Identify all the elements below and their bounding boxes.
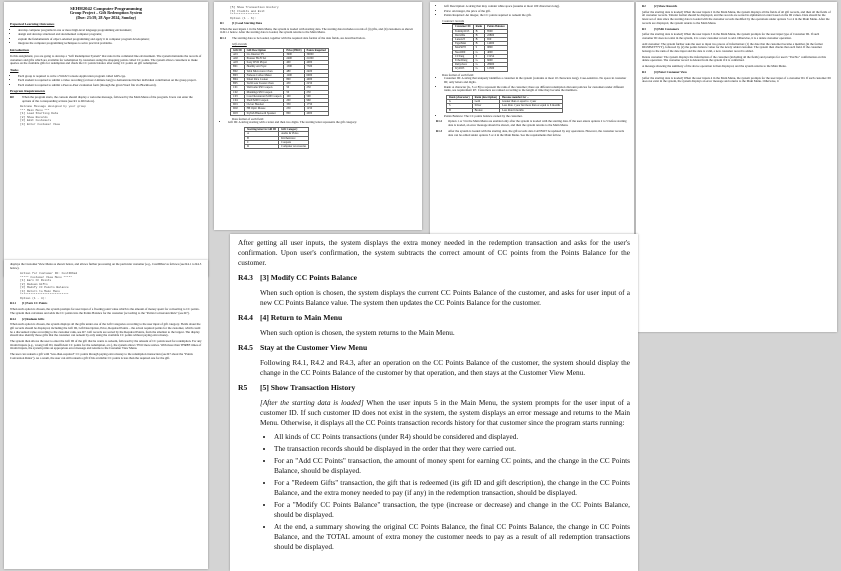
table-cell: G	[473, 50, 485, 54]
list-item: • integrate the computer programming techniques to solve practical problems.	[18, 42, 202, 46]
table-cell: 250	[304, 90, 328, 94]
table-cell: 50	[284, 90, 304, 94]
table-cell: 12500	[485, 67, 508, 71]
req-r1-text: When the user inputs 1 in the Main Menu, the system is loaded with starting data. The starting data includes records of (i) gifts, and (ii) customers as shown in R1.1 below. After the starting data is loaded, the system returns to the Main Menu.	[220, 26, 414, 35]
page-3	[214, 2, 422, 230]
requirements-heading: Program Requirements	[10, 89, 46, 94]
table-cell: 400	[284, 61, 304, 65]
req-r1-heading: R1 [1] Load Starting Data	[220, 21, 262, 25]
table-cell: 7500	[304, 65, 328, 69]
customer-format-list	[436, 77, 628, 93]
table-cell: 4000	[304, 77, 328, 81]
req-r3-text-d: A message showing the summary of the above operation is then displayed, and the system returns to the Main Menu.	[642, 64, 787, 69]
list-item: • Rank: A character (G, S or B) to represent the rank of the customer; there are different redemption discount policies for customers under different ranks, see requirement R7. Customers are ranked according to the length of time they become the members.	[444, 86, 628, 93]
table-cell: LG Internet TV	[244, 52, 284, 56]
req-r45-heading: R4.5 Stay at the Customer View Menu	[238, 343, 368, 352]
table-cell: C04	[231, 98, 245, 102]
req-r13: R1.3 After the system is loaded with the starting data, the gift records data CANNOT be updated by any operations. However, the customer records data can be edited under options 3 or 4 in the Main Menu. See the requirements that follow.	[436, 128, 625, 137]
table-header-cell: Points Balance	[485, 25, 508, 29]
table-header-cell: Gift Category	[279, 128, 309, 132]
gift-records-heading: Gift records	[232, 41, 247, 46]
gift-format-list	[220, 121, 416, 125]
table-cell: C03	[231, 94, 245, 98]
rank-row	[447, 108, 563, 112]
table-header-cell: Gift Description	[244, 48, 284, 52]
table-cell: Neo2000	[453, 50, 474, 54]
table-cell: 500	[304, 94, 328, 98]
gift-field-list	[436, 5, 628, 18]
table-cell: DavidDa	[453, 33, 474, 37]
table-cell: B	[473, 42, 485, 46]
req-r2-text: [After the starting data is loaded] When the user inputs 2 in the Main Menu, the system displays all the fields of all gift records, and then all the fields of all customer records. Tabular format should be displayed, and the records are sorted in alphabetical order based on the ID values. Data should be the latest set of data since the starting data is loaded with the customer records modified by the operations under options 3 or 4 in the Main Menu. After the records are displayed, the system returns to the Main Menu.	[642, 9, 831, 25]
table-cell: B	[245, 136, 279, 140]
table-cell: G	[473, 63, 485, 67]
rank-table	[446, 95, 563, 113]
table-cell: B02	[231, 69, 245, 73]
list-item: • For an "Add CC Points" transaction, the amount of money spent for earning CC points, and the change in the CC Points Balance, should be displayed.	[274, 456, 630, 476]
table-cell: 9800	[485, 46, 508, 50]
table-cell: Greater than or equal to 1 year	[500, 100, 563, 104]
req-r5-text: [After the starting data is loaded] When the user inputs 5 in the Main Menu, the system prompts for the user input of a customer ID. If such customer ID does not exist in the system, the system displays an error message and returns to the Main Menu. Otherwise, it displays all the CC Points transaction records history for that customer since the program starts running:	[260, 398, 631, 427]
main-menu-sample: Welcome Message designed by your group *** Main Menu *** [1] Load Starting Data [2] Show Records [3] Edit Customers [4] Enter Customer View	[20, 105, 86, 126]
list-item: • Gift Description: A string that may contain white space (assume at most 100 characters long).	[444, 5, 628, 9]
table-cell: Audio & Video	[279, 132, 309, 136]
table-cell: D01	[231, 103, 245, 107]
req-r3-heading: R3 [3] Edit Customers	[642, 26, 680, 31]
req-r42-text-c: The user can redeem a gift with "less-than-required" CC points through paying extra money to the redemption transaction (see R7 about the "Points Conversion Rules"). As a result, the user can still redeem a gift if his available CC points is less than the required one for the gift.	[10, 352, 193, 360]
table-cell: 1250	[304, 107, 328, 111]
table-cell: 28000	[485, 63, 508, 67]
table-cell: 200	[284, 98, 304, 102]
req-r41-heading: R4.1 [1] Earn CC Points	[10, 301, 48, 306]
table-cell: 2400	[304, 69, 328, 73]
table-header-cell: Gift ID	[231, 48, 245, 52]
table-cell: 250	[284, 107, 304, 111]
table-cell: 350	[284, 103, 304, 107]
table-cell: Max5678	[453, 46, 474, 50]
table-cell: Gold	[472, 100, 499, 104]
intro-heading: Introduction	[10, 48, 29, 53]
list-item: • Gift ID: A string starting with a letter and then two digits. The starting letter represents the gift category:	[228, 121, 416, 125]
list-item: • Each student is required to submit a video recording (at most 2-minute long) to demonstrate his/her individual contribution on the group project.	[18, 79, 202, 83]
tasks-heading: Tasks	[10, 67, 19, 72]
page-2	[4, 260, 208, 569]
table-cell: Silver	[472, 104, 499, 108]
table-cell: A	[245, 132, 279, 136]
customer-row	[453, 67, 508, 71]
table-cell: A02	[231, 56, 245, 60]
table-cell: Famous Coffee Maker	[244, 73, 284, 77]
table-cell: Clever Headset	[244, 103, 284, 107]
table-cell: Coupons	[279, 140, 309, 144]
table-cell: Ivy2023	[453, 67, 474, 71]
intro-text: In this assignment, you are going to develop a "Gift Redemption System" that runs in the command line environment. The system maintains the records of customers and gifts which are available for redemption by customers using the shopping points called CC points. The system allows customers to make queries on the available gifts for redemption and check the CC points balance after using CC points on gift redemption.	[10, 53, 202, 66]
list-item: • Each group is required to write a Win32 Console Application program called GRS.cpp.	[18, 75, 202, 79]
list-item: • The transaction records should be displayed in the order that they were carried out.	[274, 444, 630, 454]
table-cell: B	[473, 38, 485, 42]
table-cell: Mannings $50 Coupon	[244, 90, 284, 94]
table-cell: B	[447, 108, 473, 112]
table-cell: G	[473, 59, 485, 63]
table-cell: Tommy2015	[453, 29, 474, 33]
table-cell: Kitchenware	[279, 136, 309, 140]
table-cell: 39000	[304, 52, 328, 56]
list-item: • For a "Redeem Gifts" transaction, the gift that is redeemed (its gift ID and gift description), the change in the CC Points Balance, and the extra money needed to pay (if any) in the redemption transaction, should be displayed.	[274, 478, 630, 498]
table-cell: CCTang	[453, 54, 474, 58]
list-item: • All kinds of CC Points transactions (under R4) should be considered and displayed.	[274, 432, 630, 442]
table-cell: Bronze	[472, 108, 499, 112]
data-format-heading: Data format of each field:	[232, 116, 264, 121]
gift-row	[231, 111, 329, 115]
table-cell: TechCook Toaster Oven	[244, 82, 284, 86]
list-item: • Each student is required to submit a Peer-to-Peer evaluation form (through the given Word file via Blackboard).	[18, 84, 202, 88]
table-cell: HP Optic Mouse	[244, 107, 284, 111]
req-r44-text: When such option is chosen, the system returns to the Main Menu.	[260, 328, 455, 337]
table-cell: S	[473, 54, 485, 58]
req-r11: R1.1 The starting data to be loaded, together with the required data format of the data fields, are described below.	[220, 36, 366, 41]
customer-table	[452, 24, 508, 71]
req-r3-text-b: Add customer: The system further asks the user to input two pieces of information: (1) the date that the customer became a member (in the format DD/MM/YYYY), followed by (2) the points balance value for the newly added customer. The system then checks that each field. If the customer belongs to the rank of the date input and the data is valid, a new customer record is added.	[642, 41, 823, 54]
list-item: • Price: An integer, the price of the gift.	[444, 10, 628, 14]
req-r4-heading: R4 [4] Enter Customer View	[642, 69, 687, 74]
table-header-cell: Starting letter in Gift ID	[245, 128, 279, 132]
table-cell: Less than 6 months	[500, 108, 563, 112]
table-cell: 3900	[284, 52, 304, 56]
customer-view-menu-sample: Action for Customer ID: CustID6a2 ***** Customer View Menu ***** [1] Earn CC Points [2] Redeem Gifts [3] Modify CC Points Balance [4] Return to Main Menu **************************** Option (1 - 4):	[20, 272, 78, 300]
page-1	[4, 2, 208, 277]
table-cell: Shell $200 Coupon	[244, 98, 284, 102]
table-cell: 21000	[304, 56, 328, 60]
req-r0	[10, 96, 202, 103]
req-r45-text: Following R4.1, R4.2 and R4.3, after an operation on the CC Points Balance of the customer, the system should display the change in the CC Points Balance of the customer by that operation, and then stays at the Customer View Menu.	[260, 358, 630, 377]
list-item: • design and develop structured and documented computer programs;	[18, 33, 202, 37]
table-cell: C	[245, 140, 279, 144]
table-cell: Sony DVD Player	[244, 61, 284, 65]
table-cell: 800	[284, 111, 304, 115]
table-cell: D02	[231, 107, 245, 111]
table-header-cell: Rank (character)	[447, 95, 473, 99]
req-text: When the program starts, the console should display a welcome message, followed by the Main Menu of the program. Users can enter the options of the corresponding actions (see R1 to R6 below).	[22, 95, 193, 103]
table-cell: Computer Accessories	[279, 144, 309, 148]
table-cell: Carol Restaurant $100 Coupon	[244, 94, 284, 98]
table-header-cell: Rank	[473, 25, 485, 29]
table-cell: Rubychow	[453, 63, 474, 67]
table-cell: Wellcome $50 Coupon	[244, 86, 284, 90]
table-header-cell: Customer ID	[453, 25, 474, 29]
table-cell: Stylish Bluetooth Speaker	[244, 111, 284, 115]
table-cell: Tefal Microwave Oven	[244, 69, 284, 73]
outcomes-list	[10, 29, 202, 46]
table-cell: 250	[304, 86, 328, 90]
req-r2-heading: R2 [2] Show Records	[642, 4, 678, 8]
req-r3-text-a: [After the starting data is loaded] When the user inputs 3 in the Main Menu, the system prompts for the user input type of Customer ID. If such customer ID does not exist in the system, it is a new customer record to add. Otherwise, it is a delete customer operation.	[642, 32, 820, 40]
list-item: • For a "Modify CC Points Balance" transaction, the type (increase or decrease) and change in the CC Points Balance, should be displayed.	[274, 500, 630, 520]
main-menu-tail: [5] Show Transaction History [6] Credits and Exit ***************** Option (1 - 6):	[230, 6, 279, 20]
table-cell: 4000	[304, 61, 328, 65]
table-header-cell: Price (HKD)	[284, 48, 304, 52]
list-item: • At the end, a summary showing the original CC Points Balance, the final CC Points Balance, the change in CC Points Balance, and the TOTAL amount of extra money the customer needs to pay as a result of all redemption transactions should be displayed.	[274, 522, 630, 552]
redemption-confirm-text: After getting all user inputs, the system displays the extra money needed in the redemption transaction and asks for the user's confirmation. Upon user's confirmation, the system subtracts the correct amount of CC points from the Points Balance for the customer.	[238, 238, 630, 267]
req-r42-heading: R4.2 [2] Redeem Gifts	[10, 316, 45, 321]
req-r4-text: [After the starting data is loaded] When the user inputs 4 in the Main Menu, the system prompts for the user input of a customer ID. If such customer ID does not exist in the system, the system displays an error message and returns to the Main Menu. Otherwise, it	[642, 75, 831, 84]
table-cell: A01	[231, 52, 245, 56]
table-cell: D	[245, 144, 279, 148]
tasks-list	[10, 75, 202, 88]
table-cell: 4000	[485, 50, 508, 54]
table-cell: 650	[485, 38, 508, 42]
table-cell: Smart Rice Cooker	[244, 77, 284, 81]
category-row	[245, 144, 309, 148]
table-cell: C02	[231, 90, 245, 94]
category-table	[244, 127, 309, 149]
doc-title: SEHH2042 Computer Programming	[70, 6, 142, 11]
table-cell: 800	[284, 77, 304, 81]
table-cell: D03	[231, 111, 245, 115]
table-cell: 15254	[485, 54, 508, 58]
doc-subtitle: Group Project – Gift Redemption System (Due: 23:59, 28 Apr 2024, Sunday)	[69, 10, 143, 20]
customer-view-intro: displays the Customer View Menu as shown below, and allows further processing on the particular customer (e.g., CustID6a2 as follows (see R4.1 to R4.5 below).	[10, 262, 202, 270]
table-cell: 1500	[284, 65, 304, 69]
customer-format-heading: Data format of each field:	[442, 72, 474, 77]
req-r43-heading: R4.3 [3] Modify CC Points Balance	[238, 273, 358, 282]
list-item: • develop computer programs in one or more high-level language programming environment;	[18, 29, 202, 33]
req-r3-text-c: Delete customer: The system displays the information of the customer (including all the fields) and prompts for user's "Yes/No" confirmation on this delete operation. The customer record is deleted from the system if it is confirmed.	[642, 54, 826, 63]
table-cell: EchoWong	[453, 59, 474, 63]
table-cell: B	[473, 33, 485, 37]
req-r44-heading: R4.4 [4] Return to Main Menu	[238, 313, 343, 322]
table-header-cell: Become member for ...	[500, 95, 563, 99]
table-cell: S	[447, 104, 473, 108]
req-label: R0	[10, 95, 14, 100]
table-cell: Pioneer Hi-Fi Set	[244, 56, 284, 60]
req-r41-text: When such option is chosen, the system prompts for user input of a floating point value which is the amount of money spent for converting to CC points. The system then calculates and adds the CC points into the Points Balance for the customer (according to the "Points Conversion Rule" (see R7).	[10, 307, 200, 315]
table-cell: 1750	[304, 103, 328, 107]
page-5	[636, 2, 837, 332]
zoomed-page	[230, 234, 638, 571]
table-cell: B03	[231, 73, 245, 77]
list-item: • explain the fundamentals of object-oriented programming and apply it in computer program development;	[18, 38, 202, 42]
table-cell: 480	[284, 69, 304, 73]
table-cell: 22800	[485, 33, 508, 37]
list-item: • Points Required: An integer, the CC points required to redeem the gift.	[444, 14, 628, 18]
table-cell: 14000	[485, 42, 508, 46]
table-cell: G	[473, 67, 485, 71]
list-item: • Customer ID: A string that uniquely identifies a customer in the system (contains at most 10 characters long). Case-sensitive. No space in customer ID; only letters and digits.	[444, 77, 628, 84]
table-cell: B	[473, 29, 485, 33]
table-cell: B04	[231, 77, 245, 81]
table-cell: 2250	[304, 82, 328, 86]
table-cell: 2400	[284, 56, 304, 60]
table-cell: 450	[284, 82, 304, 86]
table-header-cell: Rank (description)	[472, 95, 499, 99]
list-item: • Points Balance: The CC points balance owned by the customer.	[444, 115, 628, 119]
table-cell: 960	[304, 98, 328, 102]
customer-records-heading: Customer records	[442, 18, 465, 23]
table-cell: Luna123	[453, 38, 474, 42]
table-cell: 8500	[485, 29, 508, 33]
table-cell: 6000	[304, 73, 328, 77]
table-cell: 4000	[304, 111, 328, 115]
table-cell: Healthy Air Fryer	[244, 65, 284, 69]
table-cell: 6600	[485, 59, 508, 63]
table-cell: C01	[231, 86, 245, 90]
table-cell: Less than 1 year but more than or equal to 6 months	[500, 104, 563, 108]
req-r5-heading: R5 [5] Show Transaction History	[238, 383, 356, 392]
req-r12: R1.2 Option 1 or 3 in the Main Menu are enabled only after the system is loaded with the starting data. If the user enters options 2 to 5 before starting data is loaded, an error message should be shown, and then the system returns to the Main Menu.	[436, 119, 627, 128]
table-cell: 50	[284, 86, 304, 90]
transaction-history-list	[260, 432, 630, 552]
table-cell: 100	[284, 94, 304, 98]
table-cell: G	[447, 100, 473, 104]
table-header-cell: Points Required	[304, 48, 328, 52]
table-cell: B05	[231, 82, 245, 86]
req-r42-text-b: The system then allows the user to enter the Gift ID of the gift that he wants to redeem, followed by the amount of CC points used for redemption. For any invalid inputs (e.g., wrong Gift ID, insufficient CC points for the redemption, etc.), the system allows TWO more retries. With more than THREE times of invalid inputs, the system prints an appropriate error message and returns to the Customer View Menu.	[10, 339, 202, 351]
table-cell: B01	[231, 65, 245, 69]
table-cell: S	[473, 46, 485, 50]
outcomes-heading: Expected Learning Outcomes	[10, 22, 55, 27]
table-cell: A03	[231, 61, 245, 65]
table-cell: TigerMan	[453, 42, 474, 46]
table-cell: 1200	[284, 73, 304, 77]
req-r42-text-a: When such option is chosen, the system displays all the gifts under one of the Gift Categories according to the user input of gift category. Fields about the gift records should be displayed, including the Gift ID, Gift Description, Price, Required Points – the actual required points for the customer, which could be a discounted value according to the customer rank, see R7. Gift records are sorted by the Required Points, from the smallest to the largest. The display should also identify those gifts that the customer can redeem by only using the available CC points without paying extra money.	[10, 322, 201, 338]
req-r43-text: When such option is chosen, the system displays the current CC Points Balance of the customer, and asks for user input of a new CC Points Balance value. The system then updates the CC Points Balance for the customer.	[260, 288, 630, 307]
gift-table	[230, 48, 329, 116]
points-format-list	[436, 115, 628, 119]
